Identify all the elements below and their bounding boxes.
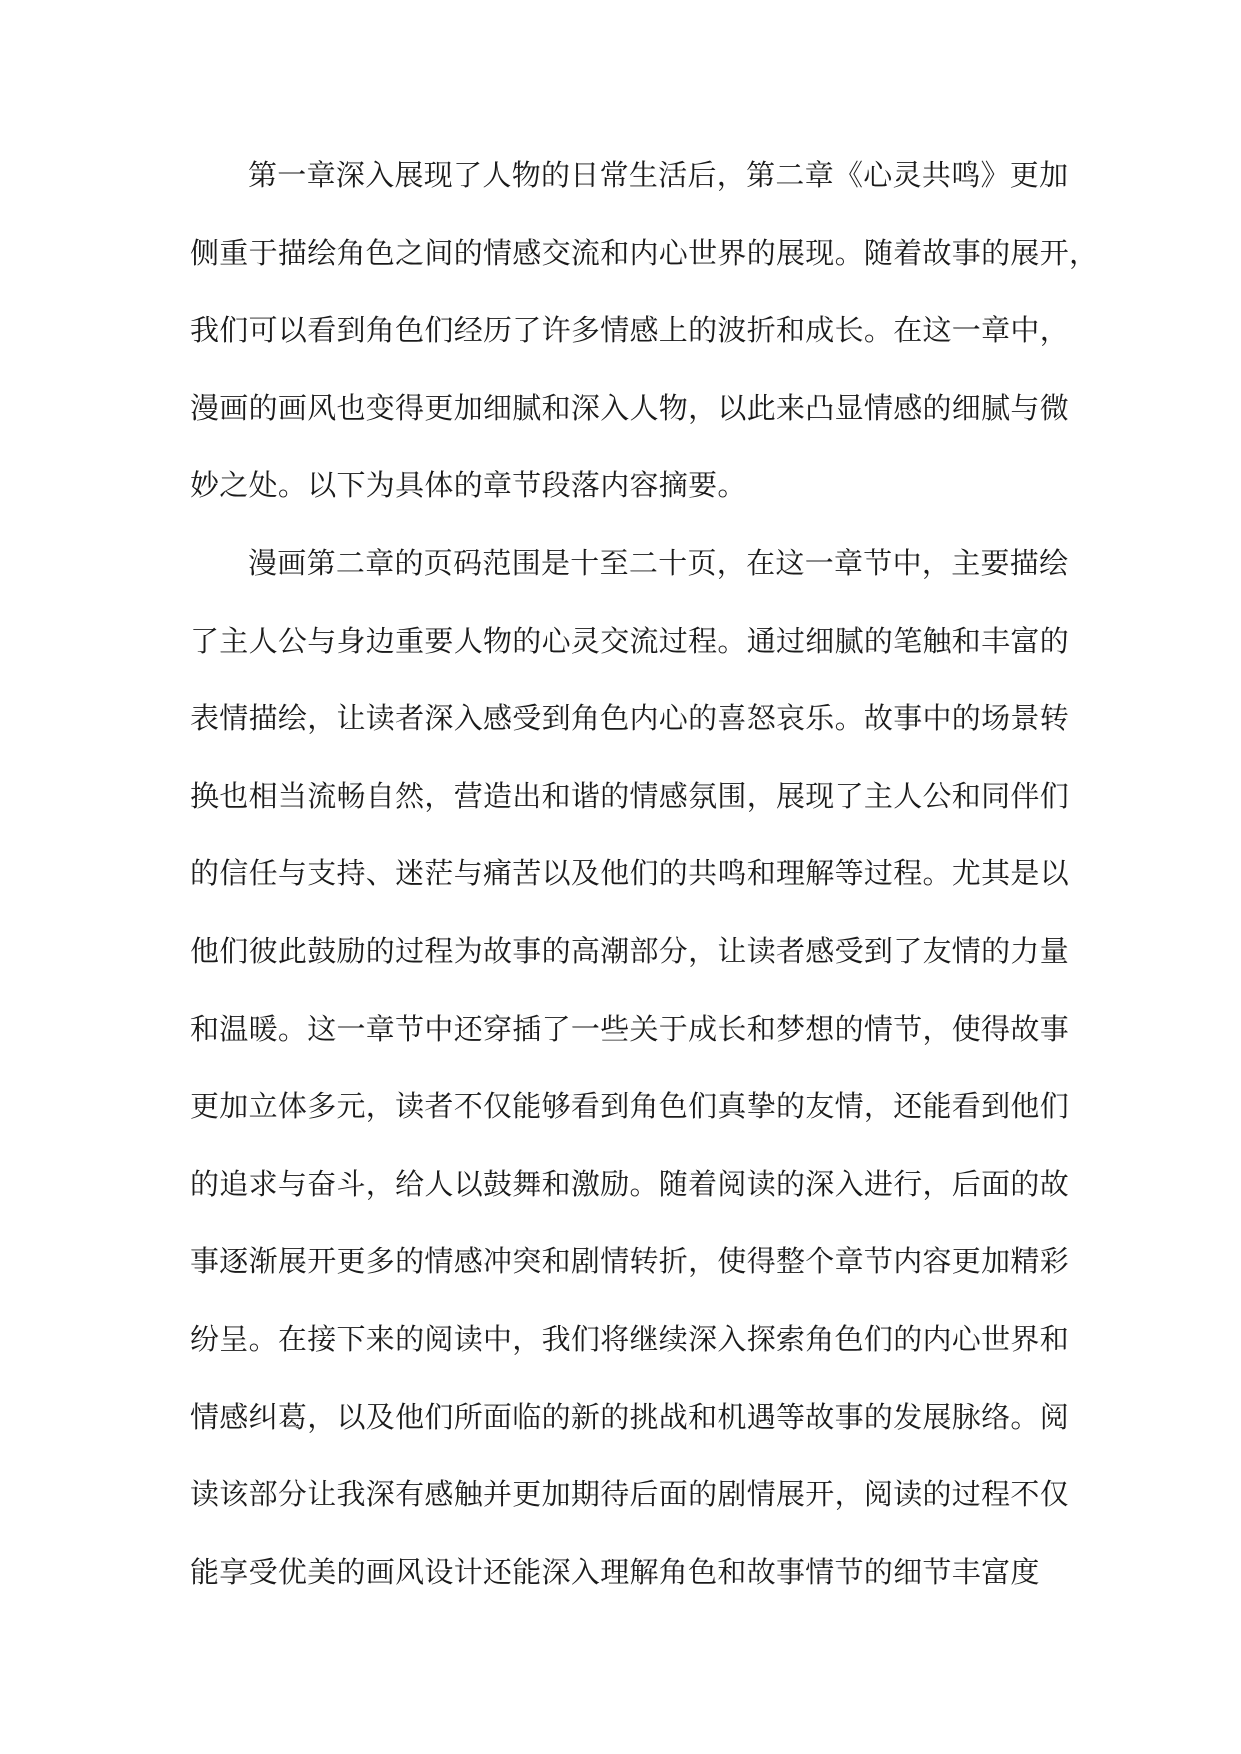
paragraph-1-line-4: 漫画的画风也变得更加细腻和深入人物，以此来凸显情感的细腻与微 [190,390,1070,425]
paragraph-2-line-8: 更加立体多元，读者不仅能够看到角色们真挚的友情，还能看到他们 [190,1089,1070,1124]
paragraph-2-line-5: 的信任与支持、迷茫与痛苦以及他们的共鸣和理解等过程。尤其是以 [190,856,1070,891]
paragraph-2-line-12: 情感纠葛，以及他们所面临的新的挑战和机遇等故事的发展脉络。阅 [190,1399,1070,1434]
paragraph-2-line-6: 他们彼此鼓励的过程为故事的高潮部分，让读者感受到了友情的力量 [190,933,1070,968]
paragraph-2-line-11: 纷呈。在接下来的阅读中，我们将继续深入探索角色们的内心世界和 [190,1321,1070,1356]
paragraph-1-line-2: 侧重于描绘角色之间的情感交流和内心世界的展现。随着故事的展开， [190,235,1099,270]
paragraph-1-line-1: 第一章深入展现了人物的日常生活后，第二章《心灵共鸣》更加 [248,158,1069,192]
paragraph-2-line-4: 换也相当流畅自然，营造出和谐的情感氛围，展现了主人公和同伴们 [190,778,1070,813]
body-text [190,145,1099,1619]
paragraph-1-line-3: 我们可以看到角色们经历了许多情感上的波折和成长。在这一章中， [190,313,1070,348]
paragraph-2-line-2: 了主人公与身边重要人物的心灵交流过程。通过细腻的笔触和丰富的 [190,623,1070,658]
paragraph-1-line-5: 妙之处。以下为具体的章节段落内容摘要。 [190,468,747,503]
paragraph-2-line-14: 能享受优美的画风设计还能深入理解角色和故事情节的细节丰富度 [190,1554,1040,1589]
paragraph-2-line-1: 漫画第二章的页码范围是十至二十页，在这一章节中，主要描绘 [248,545,1069,580]
paragraph-2-line-13: 读该部分让我深有感触并更加期待后面的剧情展开，阅读的过程不仅 [190,1477,1070,1512]
paragraph-2-line-3: 表情描绘，让读者深入感受到角色内心的喜怒哀乐。故事中的场景转 [190,701,1070,736]
paragraph-2-line-7: 和温暖。这一章节中还穿插了一些关于成长和梦想的情节，使得故事 [190,1011,1070,1046]
paragraph-2-line-10: 事逐渐展开更多的情感冲突和剧情转折，使得整个章节内容更加精彩 [190,1244,1070,1279]
paragraph-2-line-9: 的追求与奋斗，给人以鼓舞和激励。随着阅读的深入进行，后面的故 [190,1166,1070,1201]
